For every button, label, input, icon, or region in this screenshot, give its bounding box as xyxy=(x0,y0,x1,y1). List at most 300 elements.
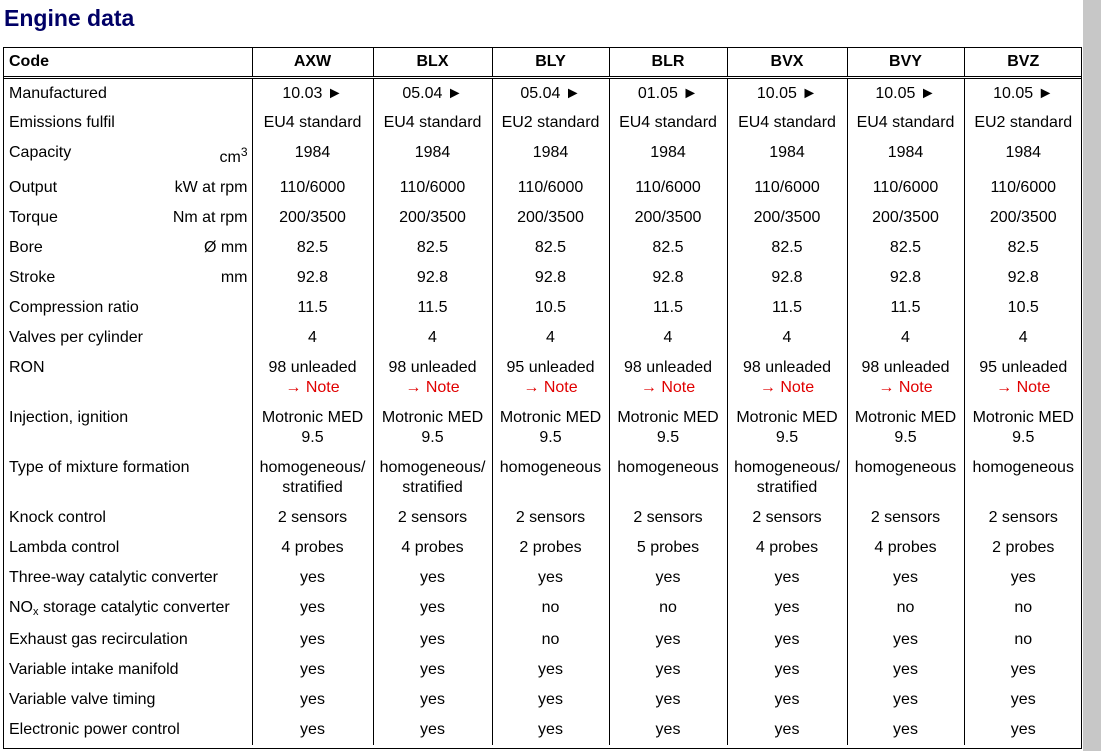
cell-value: no xyxy=(896,598,915,616)
row-label xyxy=(4,138,252,173)
row-unit-text: mm xyxy=(220,268,248,286)
cell-value: EU4 standard xyxy=(619,113,717,131)
row-label xyxy=(4,203,252,233)
cell-axw xyxy=(252,625,373,655)
note-link[interactable]: → Note xyxy=(405,378,460,396)
row-label-text: Bore xyxy=(9,238,43,256)
cell-blr xyxy=(609,78,727,108)
cell-value: yes xyxy=(774,568,800,586)
cell-bvy xyxy=(847,78,964,108)
cell-value: 05.04 ► xyxy=(520,85,581,102)
cell-value: 200/3500 xyxy=(279,208,346,226)
cell-value: no xyxy=(1014,630,1033,648)
cell-value: Motronic MED xyxy=(972,408,1074,426)
cell-bvy xyxy=(847,293,964,323)
cell-blr xyxy=(609,503,727,533)
cell-value: yes xyxy=(300,660,325,678)
cell-value: 11.5 xyxy=(890,298,921,316)
cell-bvx xyxy=(727,715,847,745)
row-label xyxy=(4,173,252,203)
cell-blr xyxy=(609,353,727,403)
column-header-blr: BLR xyxy=(609,48,727,78)
table-row xyxy=(4,453,1082,503)
cell-value: 4 probes xyxy=(281,538,344,556)
cell-value: 1984 xyxy=(1005,143,1042,161)
cell-value: homogeneous xyxy=(499,458,602,476)
cell-value: 110/6000 xyxy=(990,178,1057,196)
cell-bvz xyxy=(964,453,1082,503)
cell-value: 82.5 xyxy=(889,238,922,256)
cell-value: 200/3500 xyxy=(753,208,821,226)
cell-bvy xyxy=(847,108,964,138)
cell-value: yes xyxy=(300,598,325,616)
cell-value: Motronic MED xyxy=(854,408,957,426)
cell-value: 2 sensors xyxy=(988,508,1058,526)
cell-bly xyxy=(492,108,609,138)
cell-value: 4 xyxy=(663,328,673,346)
column-header-bvx: BVX xyxy=(727,48,847,78)
cell-blr xyxy=(609,203,727,233)
column-header-bly: BLY xyxy=(492,48,609,78)
cell-blr xyxy=(609,533,727,563)
cell-value: yes xyxy=(655,630,681,648)
row-label-text: Variable intake manifold xyxy=(9,660,179,678)
row-label xyxy=(4,503,252,533)
cell-bvy xyxy=(847,625,964,655)
cell-value: yes xyxy=(655,568,681,586)
row-label-text: Exhaust gas recirculation xyxy=(9,630,188,648)
cell-value: 2 sensors xyxy=(277,508,348,526)
row-unit-text: Nm at rpm xyxy=(172,208,248,226)
row-unit xyxy=(175,178,248,198)
note-link[interactable]: → Note xyxy=(285,378,340,396)
row-label xyxy=(4,655,252,685)
row-label xyxy=(4,685,252,715)
cell-value: yes xyxy=(1010,720,1036,738)
cell-bvz xyxy=(964,593,1082,625)
cell-bvx xyxy=(727,173,847,203)
row-label-text: Lambda control xyxy=(9,538,120,556)
cell-blx xyxy=(373,173,492,203)
cell-value: EU4 standard xyxy=(856,113,955,131)
cell-value: 5 probes xyxy=(636,538,700,556)
cell-value: 4 probes xyxy=(401,538,464,556)
cell-bvz xyxy=(964,263,1082,293)
cell-axw xyxy=(252,685,373,715)
cell-bvz xyxy=(964,533,1082,563)
cell-value: 200/3500 xyxy=(399,208,466,226)
cell-value: yes xyxy=(774,630,800,648)
cell-bvx xyxy=(727,233,847,263)
cell-bvx xyxy=(727,563,847,593)
row-label-text: Type of mixture formation xyxy=(9,458,190,476)
cell-value-line2: 9.5 xyxy=(421,428,444,446)
cell-value: yes xyxy=(300,690,325,708)
cell-bvy xyxy=(847,263,964,293)
cell-bvx xyxy=(727,353,847,403)
cell-value: 01.05 ► xyxy=(637,85,699,102)
cell-value: 1984 xyxy=(294,143,331,161)
cell-value: 200/3500 xyxy=(634,208,702,226)
cell-value: 110/6000 xyxy=(635,178,701,196)
cell-value: Motronic MED xyxy=(736,408,838,426)
table-row xyxy=(4,353,1082,403)
cell-value: 92.8 xyxy=(889,268,922,286)
cell-blx xyxy=(373,353,492,403)
cell-value-line2: stratified xyxy=(402,478,463,496)
cell-value: 10.03 ► xyxy=(282,85,343,102)
column-header-axw: AXW xyxy=(252,48,373,78)
row-label-text: Capacity xyxy=(9,143,72,161)
cell-value: yes xyxy=(538,660,563,678)
cell-bvy xyxy=(847,453,964,503)
cell-value: 4 probes xyxy=(874,538,937,556)
cell-value: 95 unleaded xyxy=(979,358,1068,376)
cell-bvx xyxy=(727,203,847,233)
cell-axw xyxy=(252,655,373,685)
row-label-text: Electronic power control xyxy=(9,720,180,738)
table-row xyxy=(4,403,1082,453)
cell-bvy xyxy=(847,353,964,403)
note-link[interactable]: → Note xyxy=(996,378,1051,396)
cell-bvx xyxy=(727,323,847,353)
cell-bvz xyxy=(964,715,1082,745)
table-row xyxy=(4,533,1082,563)
cell-bvx xyxy=(727,625,847,655)
cell-value-line2: 9.5 xyxy=(1012,428,1035,446)
row-label-text: Output xyxy=(9,178,58,196)
row-label xyxy=(4,293,252,323)
cell-value-line2: stratified xyxy=(282,478,343,496)
vertical-scrollbar[interactable] xyxy=(1083,0,1101,751)
cell-value: Motronic MED xyxy=(381,408,484,426)
cell-value: 82.5 xyxy=(296,238,329,256)
cell-value-line2: 9.5 xyxy=(301,428,324,446)
cell-value: yes xyxy=(538,690,563,708)
cell-axw xyxy=(252,108,373,138)
cell-bvz xyxy=(964,108,1082,138)
cell-bvz xyxy=(964,403,1082,453)
row-label xyxy=(4,353,252,403)
row-label-text: RON xyxy=(9,358,45,376)
cell-value: 1984 xyxy=(887,143,924,161)
cell-value: yes xyxy=(893,690,918,708)
cell-bly xyxy=(492,533,609,563)
cell-value: no xyxy=(541,630,560,648)
cell-value: yes xyxy=(538,568,563,586)
cell-blr xyxy=(609,173,727,203)
cell-value: no xyxy=(541,598,560,616)
row-label-text: NO xyxy=(9,598,33,616)
cell-value: Motronic MED xyxy=(499,408,602,426)
cell-value: yes xyxy=(420,720,445,738)
cell-value: 110/6000 xyxy=(872,178,939,196)
cell-value: EU4 standard xyxy=(383,113,482,131)
cell-value: 92.8 xyxy=(296,268,329,286)
cell-axw xyxy=(252,78,373,108)
cell-value: 200/3500 xyxy=(517,208,584,226)
cell-blx xyxy=(373,593,492,625)
cell-bly xyxy=(492,353,609,403)
cell-value: 4 xyxy=(308,328,317,346)
table-row xyxy=(4,78,1082,108)
cell-value: 200/3500 xyxy=(872,208,939,226)
cell-bvx xyxy=(727,655,847,685)
cell-value-line2: 9.5 xyxy=(656,428,680,446)
cell-bly xyxy=(492,715,609,745)
row-label xyxy=(4,233,252,263)
cell-blr xyxy=(609,625,727,655)
row-unit xyxy=(219,144,248,168)
row-label-text: Stroke xyxy=(9,268,56,286)
cell-blx xyxy=(373,625,492,655)
table-row xyxy=(4,138,1082,173)
cell-bvz xyxy=(964,625,1082,655)
table-row xyxy=(4,593,1082,625)
column-header-bvy: BVY xyxy=(847,48,964,78)
cell-blr xyxy=(609,233,727,263)
table-row xyxy=(4,625,1082,655)
cell-value: 2 sensors xyxy=(515,508,586,526)
cell-value-line2: 9.5 xyxy=(539,428,562,446)
row-label xyxy=(4,403,252,453)
row-label xyxy=(4,625,252,655)
note-link[interactable]: → Note xyxy=(640,378,696,396)
cell-bvz xyxy=(964,78,1082,108)
cell-value: 4 xyxy=(782,328,792,346)
cell-value: homogeneous xyxy=(617,458,719,476)
table-row xyxy=(4,293,1082,323)
cell-value: 82.5 xyxy=(771,238,803,256)
cell-value: 92.8 xyxy=(652,268,684,286)
row-label xyxy=(4,78,252,108)
note-link[interactable]: → Note xyxy=(759,378,815,396)
cell-value: 2 sensors xyxy=(752,508,822,526)
cell-value: homogeneous/ xyxy=(259,458,366,476)
cell-bvx xyxy=(727,138,847,173)
row-label xyxy=(4,533,252,563)
cell-value: 10.05 ► xyxy=(993,85,1054,102)
cell-value: 82.5 xyxy=(416,238,449,256)
note-link[interactable]: → Note xyxy=(878,378,933,396)
cell-bvx xyxy=(727,593,847,625)
cell-value: yes xyxy=(420,630,445,648)
cell-bly xyxy=(492,563,609,593)
cell-blr xyxy=(609,403,727,453)
row-label xyxy=(4,715,252,745)
page-title: Engine data xyxy=(4,5,135,31)
cell-blr xyxy=(609,563,727,593)
cell-value: 11.5 xyxy=(772,298,802,316)
cell-value: 4 probes xyxy=(755,538,819,556)
cell-blr xyxy=(609,293,727,323)
cell-value: 1984 xyxy=(532,143,569,161)
engine-data-table xyxy=(4,48,1082,745)
cell-value: 4 xyxy=(1018,328,1028,346)
cell-value: 4 xyxy=(428,328,437,346)
row-unit-text: Ø mm xyxy=(203,238,248,256)
cell-bly xyxy=(492,203,609,233)
cell-value: 11.5 xyxy=(297,298,328,316)
cell-value: yes xyxy=(655,690,681,708)
cell-bly xyxy=(492,263,609,293)
column-header-bvz: BVZ xyxy=(964,48,1082,78)
cell-bvx xyxy=(727,533,847,563)
cell-value: 98 unleaded xyxy=(861,358,950,376)
cell-value: yes xyxy=(774,690,800,708)
cell-bly xyxy=(492,685,609,715)
cell-value: 11.5 xyxy=(653,298,683,316)
row-unit xyxy=(173,208,248,228)
cell-value: yes xyxy=(300,630,325,648)
cell-axw xyxy=(252,233,373,263)
row-label xyxy=(4,593,252,625)
cell-blx xyxy=(373,108,492,138)
row-label xyxy=(4,323,252,353)
cell-bly xyxy=(492,233,609,263)
cell-value: 110/6000 xyxy=(279,178,346,196)
cell-bvx xyxy=(727,263,847,293)
cell-value: 92.8 xyxy=(534,268,567,286)
cell-value: 92.8 xyxy=(1007,268,1039,286)
cell-value: yes xyxy=(893,630,918,648)
cell-bvx xyxy=(727,685,847,715)
cell-bly xyxy=(492,453,609,503)
cell-value: yes xyxy=(893,660,918,678)
cell-bly xyxy=(492,403,609,453)
cell-bvx xyxy=(727,453,847,503)
row-label-text: Valves per cylinder xyxy=(9,328,143,346)
cell-blr xyxy=(609,685,727,715)
cell-value: 110/6000 xyxy=(399,178,466,196)
cell-value: yes xyxy=(1010,568,1036,586)
cell-blx xyxy=(373,563,492,593)
cell-bvy xyxy=(847,173,964,203)
cell-bvx xyxy=(727,403,847,453)
cell-value: 98 unleaded xyxy=(742,358,832,376)
cell-value: 2 sensors xyxy=(870,508,941,526)
table-row xyxy=(4,323,1082,353)
cell-axw xyxy=(252,323,373,353)
row-label xyxy=(4,453,252,503)
cell-value: EU2 standard xyxy=(974,113,1073,131)
row-label-text: Three-way catalytic converter xyxy=(9,568,218,586)
cell-value: yes xyxy=(893,720,918,738)
cell-value: no xyxy=(659,598,677,616)
cell-blx xyxy=(373,453,492,503)
cell-bvy xyxy=(847,685,964,715)
row-label xyxy=(4,263,252,293)
cell-value: 2 sensors xyxy=(397,508,468,526)
cell-value: EU2 standard xyxy=(501,113,600,131)
cell-bvx xyxy=(727,293,847,323)
cell-value: EU4 standard xyxy=(263,113,362,131)
cell-bly xyxy=(492,173,609,203)
cell-value: yes xyxy=(1010,690,1036,708)
cell-axw xyxy=(252,715,373,745)
cell-bvy xyxy=(847,655,964,685)
cell-blx xyxy=(373,233,492,263)
cell-value: 82.5 xyxy=(652,238,684,256)
cell-value: 11.5 xyxy=(417,298,448,316)
cell-value: 4 xyxy=(546,328,555,346)
cell-blx xyxy=(373,403,492,453)
cell-value: 1984 xyxy=(769,143,805,161)
row-label xyxy=(4,563,252,593)
cell-value: 2 probes xyxy=(519,538,582,556)
cell-value: yes xyxy=(420,660,445,678)
cell-bvy xyxy=(847,503,964,533)
cell-blr xyxy=(609,108,727,138)
cell-bly xyxy=(492,593,609,625)
cell-blx xyxy=(373,655,492,685)
cell-axw xyxy=(252,173,373,203)
cell-value: yes xyxy=(1010,660,1036,678)
cell-blx xyxy=(373,203,492,233)
cell-value: 82.5 xyxy=(534,238,567,256)
cell-value-line2: 9.5 xyxy=(894,428,917,446)
table-row xyxy=(4,108,1082,138)
row-label-text: Variable valve timing xyxy=(9,690,156,708)
cell-value: 92.8 xyxy=(771,268,803,286)
note-link[interactable]: → Note xyxy=(523,378,578,396)
cell-axw xyxy=(252,453,373,503)
cell-bvy xyxy=(847,323,964,353)
cell-value: no xyxy=(1014,598,1033,616)
row-label-text: Knock control xyxy=(9,508,106,526)
cell-value: 1984 xyxy=(650,143,686,161)
cell-value: yes xyxy=(420,568,445,586)
cell-axw xyxy=(252,403,373,453)
cell-bly xyxy=(492,323,609,353)
cell-blr xyxy=(609,323,727,353)
cell-value: 110/6000 xyxy=(517,178,584,196)
table-row xyxy=(4,655,1082,685)
cell-value: 98 unleaded xyxy=(388,358,477,376)
cell-bvz xyxy=(964,203,1082,233)
cell-bvz xyxy=(964,353,1082,403)
column-header-blx: BLX xyxy=(373,48,492,78)
cell-value: 95 unleaded xyxy=(506,358,595,376)
cell-value: 110/6000 xyxy=(754,178,820,196)
cell-value: yes xyxy=(420,690,445,708)
cell-blr xyxy=(609,715,727,745)
cell-blx xyxy=(373,293,492,323)
cell-bvy xyxy=(847,593,964,625)
cell-bly xyxy=(492,655,609,685)
cell-axw xyxy=(252,503,373,533)
cell-axw xyxy=(252,353,373,403)
row-label-subscript: x xyxy=(33,605,39,618)
cell-bvx xyxy=(727,503,847,533)
cell-axw xyxy=(252,533,373,563)
cell-bvx xyxy=(727,78,847,108)
cell-axw xyxy=(252,138,373,173)
cell-blr xyxy=(609,655,727,685)
cell-value: Motronic MED xyxy=(261,408,364,426)
table-row xyxy=(4,503,1082,533)
cell-bly xyxy=(492,293,609,323)
cell-value: homogeneous/ xyxy=(379,458,486,476)
cell-value: 10.5 xyxy=(1007,298,1039,316)
cell-value: yes xyxy=(300,568,325,586)
row-unit xyxy=(221,268,248,288)
cell-bvz xyxy=(964,563,1082,593)
table-row xyxy=(4,263,1082,293)
row-unit-superscript: 3 xyxy=(240,144,248,159)
cell-value: yes xyxy=(774,660,800,678)
cell-value: 10.05 ► xyxy=(875,85,936,102)
